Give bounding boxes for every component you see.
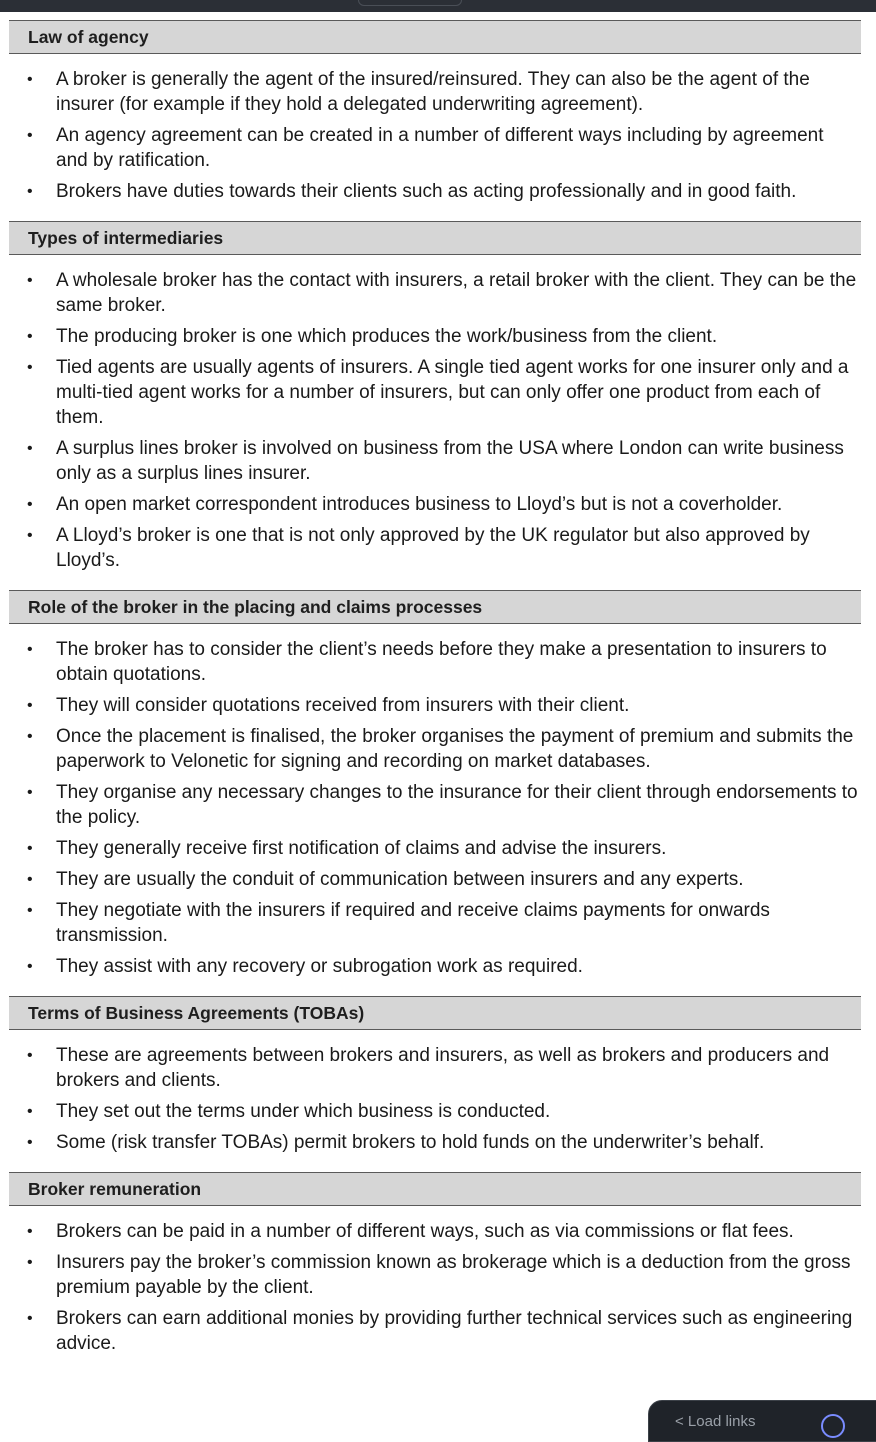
bullet-icon: • [27, 1254, 33, 1271]
bullet-icon: • [27, 71, 33, 88]
section-header-tobas: Terms of Business Agreements (TOBAs) [9, 996, 861, 1030]
list-item: • Brokers can be paid in a number of different ways, such as via commissions or flat fees. [27, 1221, 794, 1242]
bullet-icon: • [27, 697, 33, 714]
section-header-role-of-broker: Role of the broker in the placing and claims processes [9, 590, 861, 624]
list-item: • The producing broker is one which produces the work/business from the client. [27, 326, 718, 347]
list-item: • These are agreements between brokers and insurers, as well as brokers and producers and brokers and clients. [27, 1045, 830, 1091]
bullet-icon: • [27, 1103, 33, 1120]
bullet-icon: • [27, 440, 33, 457]
list-item: • A wholesale broker has the contact with insurers, a retail broker with the client. They can be the same broker. [27, 270, 857, 316]
list-item: • They assist with any recovery or subrogation work as required. [27, 956, 583, 977]
list-item: • They generally receive first notification of claims and advise the insurers. [27, 838, 667, 859]
section-list-broker-remuneration [0, 1206, 876, 1373]
bullet-icon: • [27, 127, 33, 144]
bullet-icon: • [27, 328, 33, 345]
bullet-icon: • [27, 958, 33, 975]
list-item: • Insurers pay the broker’s commission known as brokerage which is a deduction from the gross premium payable by the client. [27, 1252, 851, 1298]
list-item: • Brokers have duties towards their clients such as acting professionally and in good faith. [27, 181, 797, 202]
bullet-icon: • [27, 359, 33, 376]
bullet-icon: • [27, 871, 33, 888]
section-list-law-of-agency [0, 54, 876, 221]
bullet-icon: • [27, 1047, 33, 1064]
list-item: • They are usually the conduit of communication between insurers and any experts. [27, 869, 744, 890]
list-item: • The broker has to consider the client’s needs before they make a presentation to insurers to obtain quotations. [27, 639, 827, 685]
list-item: • Brokers can earn additional monies by providing further technical services such as engineering advice. [27, 1308, 853, 1354]
list-item: • They negotiate with the insurers if required and receive claims payments for onwards transmission. [27, 900, 770, 946]
bullet-icon: • [27, 728, 33, 745]
bullet-icon: • [27, 1310, 33, 1327]
browser-top-bar [0, 0, 876, 12]
list-item: • Tied agents are usually agents of insurers. A single tied agent works for one insurer only and a multi-tied agent works for a number of insurers, but can only offer one product from each of them. [27, 357, 849, 428]
bullet-icon: • [27, 840, 33, 857]
bullet-icon: • [27, 527, 33, 544]
floating-links-widget[interactable] [648, 1400, 876, 1442]
section-header-law-of-agency: Law of agency [9, 20, 861, 54]
section-list-role-of-broker [0, 624, 876, 996]
section-list-types-of-intermediaries [0, 255, 876, 590]
section-header-broker-remuneration: Broker remuneration [9, 1172, 861, 1206]
list-item: • A Lloyd’s broker is one that is not only approved by the UK regulator but also approved by Lloyd’s. [27, 525, 810, 571]
top-tab-handle[interactable] [358, 0, 462, 6]
list-item: • Some (risk transfer TOBAs) permit brokers to hold funds on the underwriter’s behalf. [27, 1132, 765, 1153]
list-item: • An agency agreement can be created in a number of different ways including by agreement and by ratification. [27, 125, 824, 171]
section-list-tobas [0, 1030, 876, 1172]
section-header-types-of-intermediaries: Types of intermediaries [9, 221, 861, 255]
list-item: • An open market correspondent introduces business to Lloyd’s but is not a coverholder. [27, 494, 783, 515]
widget-label[interactable]: < Load links [675, 1413, 756, 1430]
list-item: • They will consider quotations received from insurers with their client. [27, 695, 630, 716]
bullet-icon: • [27, 183, 33, 200]
bullet-icon: • [27, 496, 33, 513]
bullet-icon: • [27, 272, 33, 289]
list-item: • They set out the terms under which business is conducted. [27, 1101, 551, 1122]
list-item: • Once the placement is finalised, the broker organises the payment of premium and submits the paperwork to Velonetic for signing and recording on market databases. [27, 726, 854, 772]
circle-icon[interactable] [821, 1414, 845, 1438]
bullet-icon: • [27, 902, 33, 919]
list-item: • They organise any necessary changes to the insurance for their client through endorsements to the policy. [27, 782, 858, 828]
list-item: • A surplus lines broker is involved on business from the USA where London can write business only as a surplus lines insurer. [27, 438, 844, 484]
document-content [0, 20, 876, 1373]
bullet-icon: • [27, 1134, 33, 1151]
bullet-icon: • [27, 641, 33, 658]
bullet-icon: • [27, 784, 33, 801]
bullet-icon: • [27, 1223, 33, 1240]
list-item: • A broker is generally the agent of the insured/reinsured. They can also be the agent of the insurer (for example if they hold a delegated underwriting agreement). [27, 69, 810, 115]
